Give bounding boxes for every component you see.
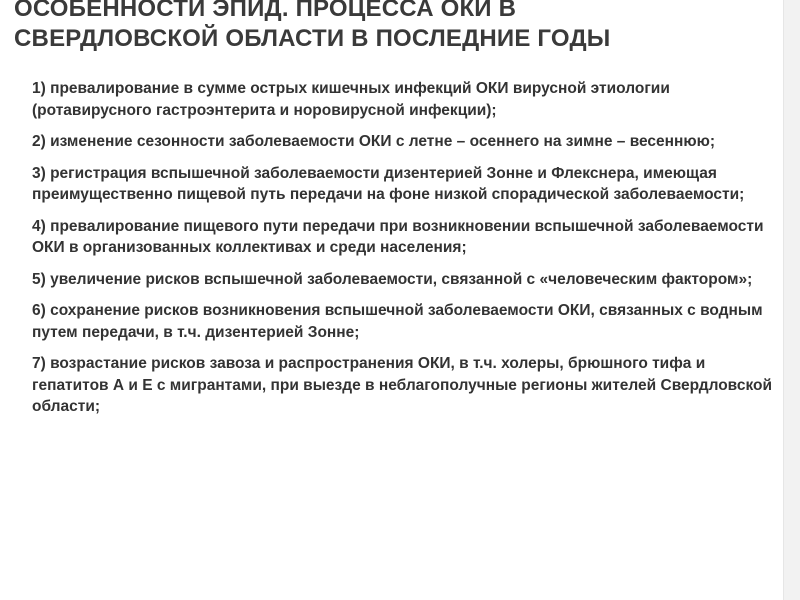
item-list: [32, 78, 777, 428]
slide-title: [14, 0, 774, 54]
slide-side-bar: [783, 0, 800, 600]
list-item-5: 5) увеличение рисков вспышечной заболеваемости, связанной с «человеческим фактором»;: [32, 270, 753, 288]
slide-title-line-2: СВЕРДЛОВСКОЙ ОБЛАСТИ В ПОСЛЕДНИЕ ГОДЫ: [14, 25, 611, 52]
list-item-3: 3) регистрация вспышечной заболеваемости дизентерией Зонне и Флекснера, имеющая преимущественно пищевой путь передачи на фоне низкой спорадической заболеваемости;: [32, 164, 745, 203]
list-item-6: 6) сохранение рисков возникновения вспышечной заболеваемости ОКИ, связанных с водным путем передачи, в т.ч. дизентерией Зонне;: [32, 302, 763, 341]
list-item-2: 2) изменение сезонности заболеваемости ОКИ с летне – осеннего на зимне – весеннюю;: [32, 133, 716, 150]
list-item-1: 1) превалирование в сумме острых кишечных инфекций ОКИ вирусной этиологии (ротавирусного гастроэнтерита и норовирусной инфекции);: [32, 80, 670, 119]
list-item-7: 7) возрастание рисков завоза и распространения ОКИ, в т.ч. холеры, брюшного тифа и гепатитов А и Е с мигрантами, при выезде в неблагополучные регионы жителей Свердловской области;: [32, 355, 772, 415]
list-item-4: 4) превалирование пищевого пути передачи при возникновении вспышечной заболеваемости ОКИ в организованных коллективах и среди населения;: [32, 217, 764, 256]
slide-title-line-1: ОСОБЕННОСТИ ЭПИД. ПРОЦЕССА ОКИ В: [14, 0, 517, 22]
